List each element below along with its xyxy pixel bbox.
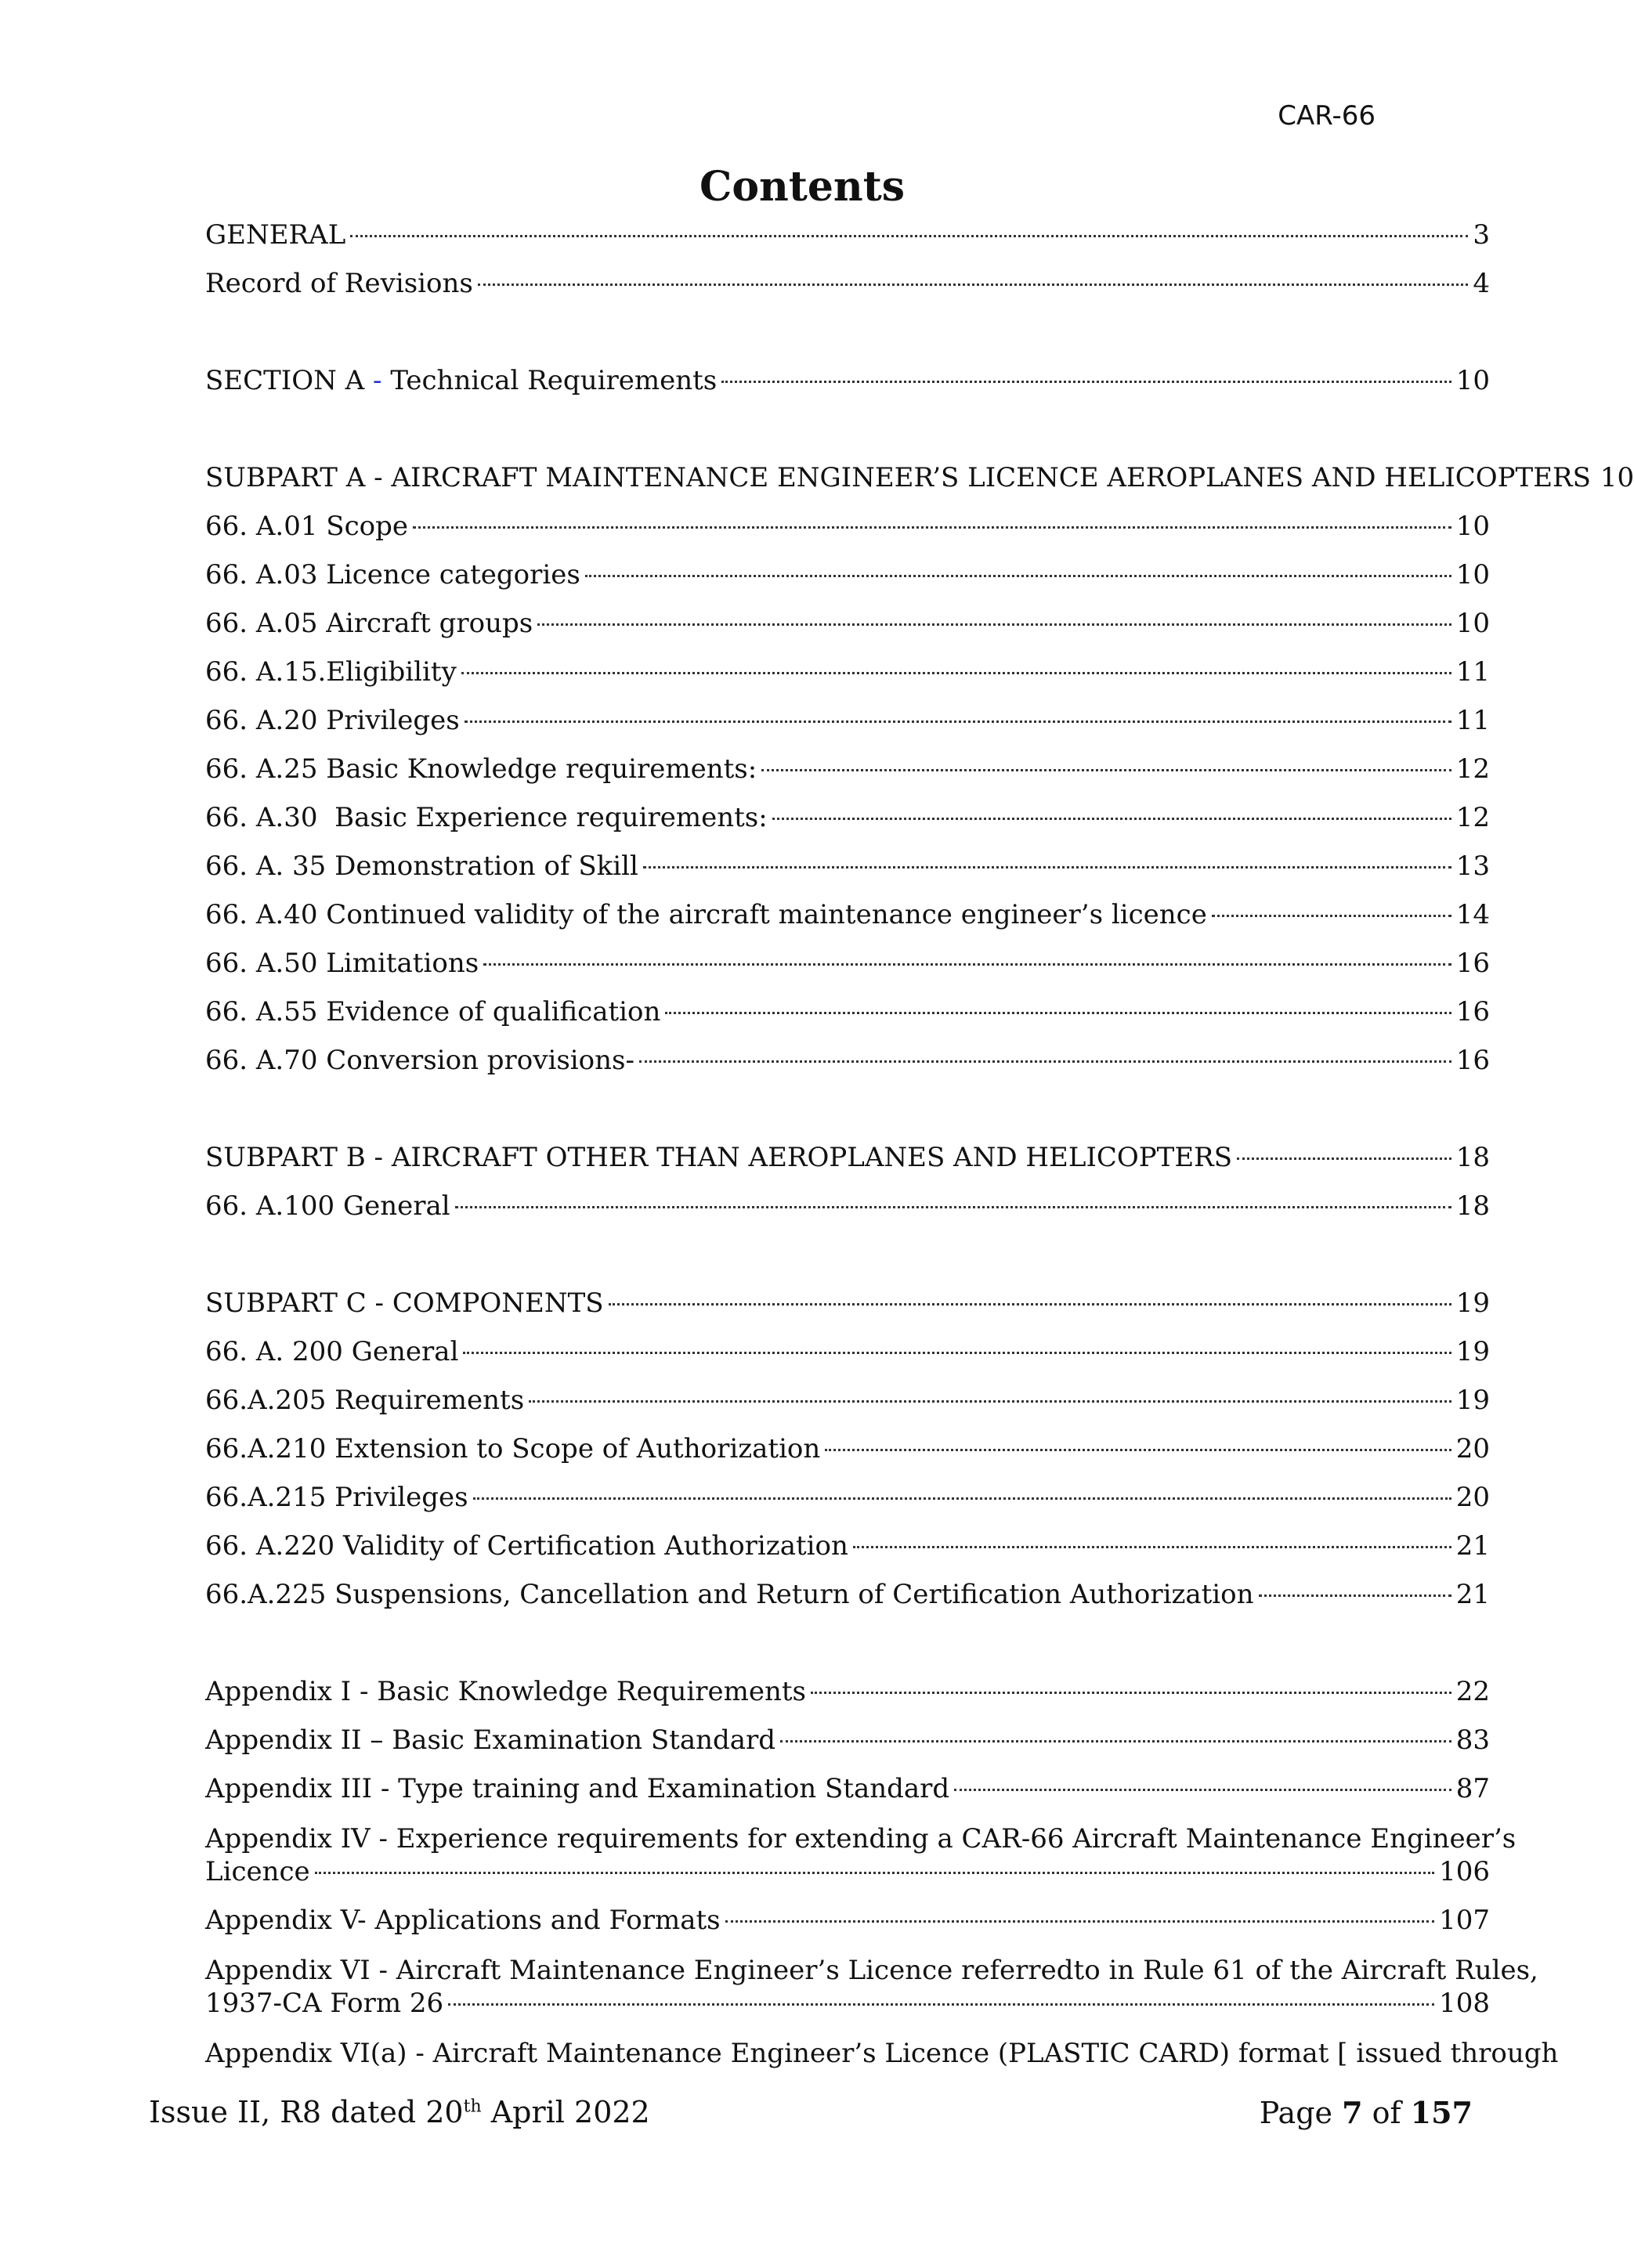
toc-entry-section-a[interactable]: SECTION A - Technical Requirements 10 [205,365,1490,396]
toc-entry[interactable]: 66. A. 35 Demonstration of Skill 13 [205,850,1490,882]
toc-entry[interactable]: 66. A.15.Eligibility 11 [205,656,1490,688]
toc-entry[interactable]: Appendix I - Basic Knowledge Requirements 22 [205,1676,1490,1707]
toc-entry[interactable]: Appendix II – Basic Examination Standard 83 [205,1724,1490,1756]
toc-entry[interactable]: 66. A.55 Evidence of qualification 16 [205,996,1490,1027]
doc-code: CAR-66 [1278,100,1376,132]
table-of-contents [205,219,1634,2071]
toc-entry[interactable]: SUBPART C - COMPONENTS 19 [205,1287,1490,1319]
toc-entry-record-of-revisions[interactable]: Record of Revisions 4 [205,268,1490,299]
toc-entry[interactable]: 66. A.03 Licence categories 10 [205,559,1490,590]
issue-info: Issue II, R8 dated 20th April 2022 [149,2095,650,2129]
page-title: Contents [699,163,906,211]
toc-entry-general[interactable]: GENERAL 3 [205,219,1490,251]
toc-entry[interactable]: 66.A.205 Requirements 19 [205,1385,1490,1416]
toc-entry[interactable]: 66.A.225 Suspensions, Cancellation and Return of Certification Authorization 21 [205,1579,1490,1610]
toc-entry-appendix-vi[interactable]: Appendix VI - Aircraft Maintenance Engineer’s Licence referredto in Rule 61 of the Aircraft Rules, 1937-CA Form 26 108 [205,1955,1538,2019]
toc-entry[interactable]: 66. A.50 Limitations 16 [205,948,1490,979]
toc-entry[interactable]: 66. A.100 General 18 [205,1190,1490,1222]
toc-entry[interactable]: 66.A.210 Extension to Scope of Authorization 20 [205,1433,1490,1464]
page-number: Page 7 of 157 [1259,2095,1473,2130]
toc-entry[interactable]: 66. A.25 Basic Knowledge requirements: 12 [205,753,1490,785]
toc-entry-appendix-vi-a[interactable]: Appendix VI(a) - Aircraft Maintenance Engineer’s Licence (PLASTIC CARD) format [ issued through [205,2038,1559,2069]
toc-entry[interactable]: SUBPART A - AIRCRAFT MAINTENANCE ENGINEER’S LICENCE AEROPLANES AND HELICOPTERS 10 [205,462,1634,493]
toc-entry[interactable]: 66. A.70 Conversion provisions- 16 [205,1045,1490,1076]
toc-entry[interactable]: Appendix III - Type training and Examination Standard 87 [205,1773,1490,1804]
toc-entry[interactable]: 66. A.20 Privileges 11 [205,705,1490,736]
toc-entry[interactable]: 66.A.215 Privileges 20 [205,1482,1490,1513]
toc-entry[interactable]: 66. A.01 Scope 10 [205,511,1490,542]
toc-entry-appendix-iv[interactable]: Appendix IV - Experience requirements for extending a CAR-66 Aircraft Maintenance Engineer’s Licence 106 [205,1823,1517,1887]
toc-entry[interactable]: 66. A.40 Continued validity of the aircraft maintenance engineer’s licence 14 [205,899,1490,930]
toc-entry[interactable]: SUBPART B - AIRCRAFT OTHER THAN AEROPLANES AND HELICOPTERS 18 [205,1142,1490,1173]
toc-entry[interactable]: 66. A.220 Validity of Certification Authorization 21 [205,1530,1490,1562]
toc-entry[interactable]: 66. A.30 Basic Experience requirements: 12 [205,802,1490,833]
toc-entry[interactable]: 66. A. 200 General 19 [205,1336,1490,1367]
toc-entry-appendix-v[interactable]: Appendix V- Applications and Formats 107 [205,1905,1490,1936]
toc-entry[interactable]: 66. A.05 Aircraft groups 10 [205,608,1490,639]
